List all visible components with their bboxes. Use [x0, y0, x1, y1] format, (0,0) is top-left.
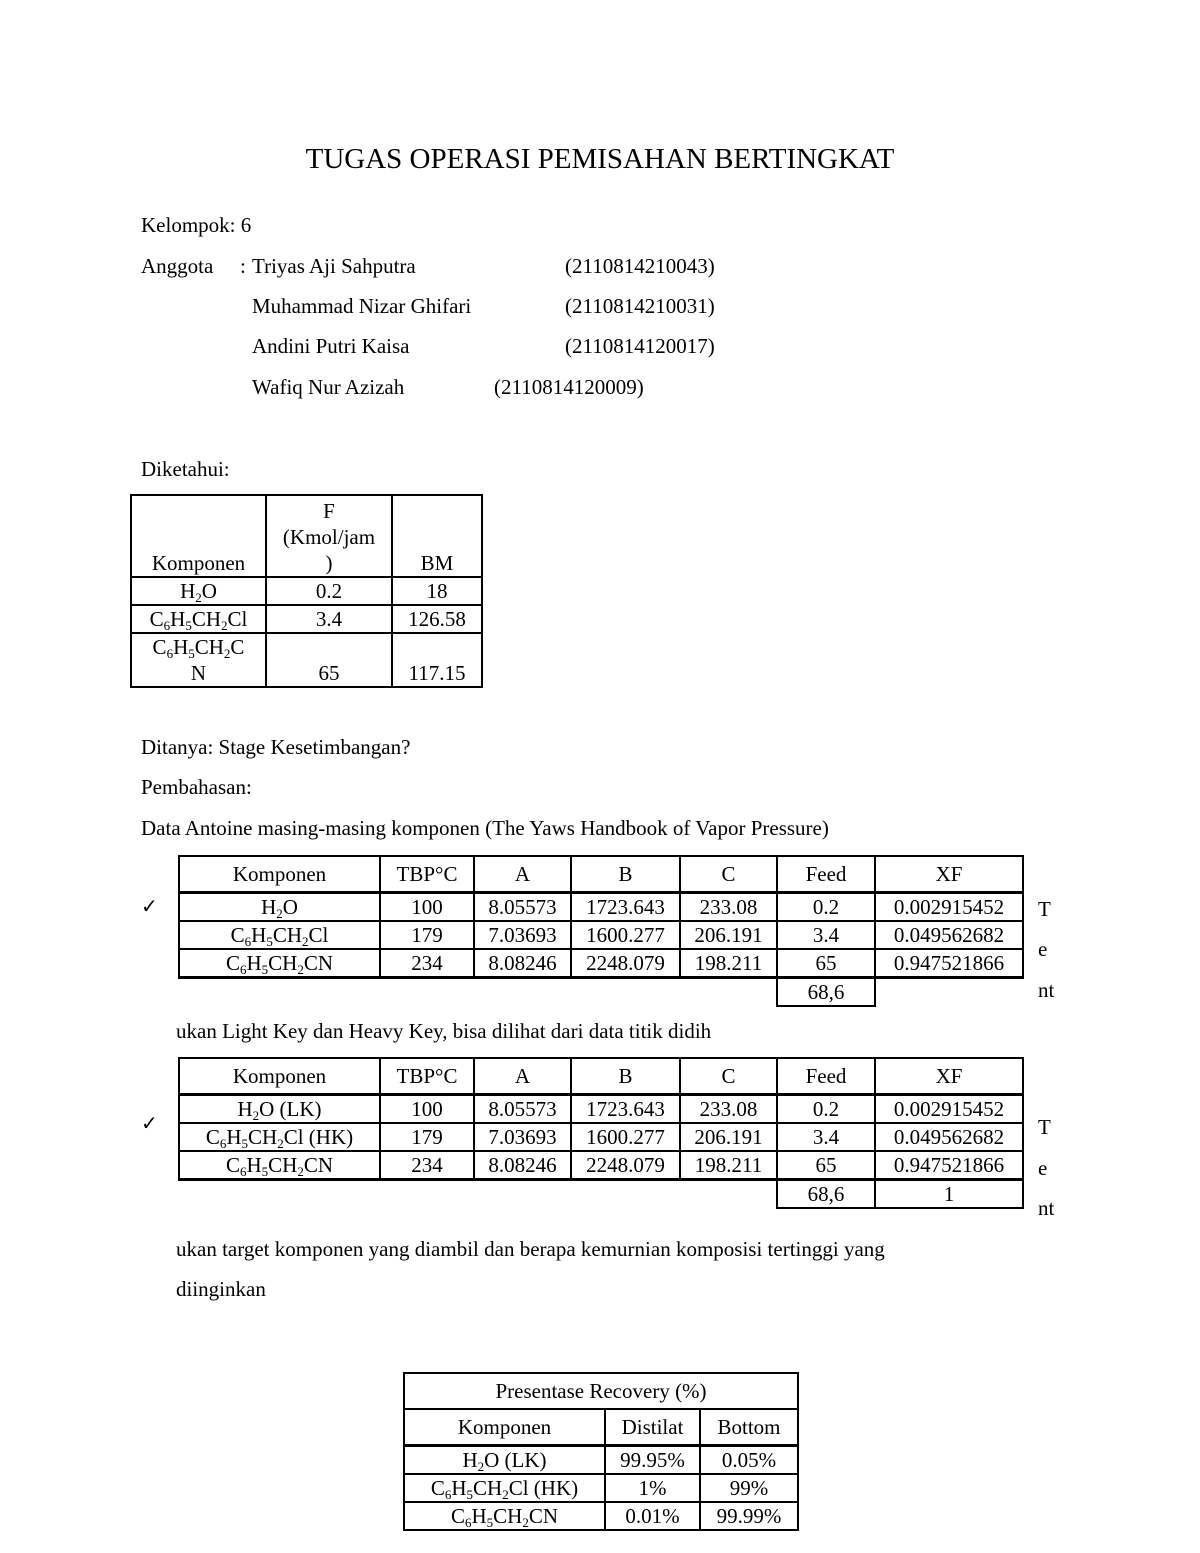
empty-cell [179, 977, 380, 1006]
cell-a: 8.08246 [474, 1151, 571, 1180]
header-bm: BM [392, 495, 482, 577]
recovery-title-row [404, 1373, 798, 1409]
cell-c: 233.08 [680, 1094, 777, 1123]
header-c: C [680, 856, 777, 892]
cell-a: 8.08246 [474, 949, 571, 978]
antoine-caption: Data Antoine masing-masing komponen (The Yaws Handbook of Vapor Pressure) [141, 816, 829, 840]
component-name-line2: N [190, 661, 207, 685]
cell-c: 206.191 [680, 921, 777, 949]
header-xf: XF [875, 1058, 1023, 1094]
member-name: Wafiq Nur Azizah [252, 375, 405, 399]
empty-cell [380, 977, 474, 1006]
cell-bm: 126.58 [392, 605, 482, 633]
component-name: $H_2O$ (LK) [404, 1445, 605, 1474]
component-name-line1: $C_6H_5CH_2C$ [152, 635, 245, 661]
cell-b: 1723.643 [571, 892, 680, 921]
cell-feed: 3.4 [777, 921, 875, 949]
recovery-title: Presentase Recovery (%) [404, 1373, 798, 1409]
header-komponen: Komponen [404, 1409, 605, 1445]
cell-bm: 18 [392, 577, 482, 605]
side-text: T [1038, 897, 1051, 921]
cell-bm: 117.15 [392, 633, 482, 687]
cell-feed: 0.2 [777, 892, 875, 921]
side-text: nt [1038, 978, 1055, 1002]
header-komponen: Komponen [131, 495, 266, 577]
header-b: B [571, 1058, 680, 1094]
component-name [131, 633, 266, 687]
cell-distilat: 99.95% [605, 1445, 700, 1474]
cell-tbp: 100 [380, 1094, 474, 1123]
component-name: $C_6H_5CH_2Cl$ [179, 921, 380, 949]
cell-xf: 0.002915452 [875, 892, 1023, 921]
side-text: e [1038, 1156, 1048, 1180]
cell-bottom: 99% [700, 1474, 798, 1502]
side-text: e [1038, 937, 1048, 961]
members-separator: : [240, 254, 246, 278]
cell-f: 65 [266, 633, 392, 687]
header-f-line2: (Kmol/jam [282, 525, 376, 549]
empty-cell [680, 1179, 777, 1208]
empty-cell [380, 1179, 474, 1208]
cell-xf: 0.947521866 [875, 949, 1023, 978]
cell-c: 206.191 [680, 1123, 777, 1151]
table-header-row [404, 1409, 798, 1445]
cell-b: 1723.643 [571, 1094, 680, 1123]
cell-bottom: 0.05% [700, 1445, 798, 1474]
cell-tbp: 234 [380, 1151, 474, 1180]
table-row [131, 605, 482, 633]
empty-cell [571, 977, 680, 1006]
cell-tbp: 179 [380, 1123, 474, 1151]
header-distilat: Distilat [605, 1409, 700, 1445]
cell-xf: 0.049562682 [875, 1123, 1023, 1151]
antoine-table-2 [178, 1057, 1024, 1209]
cell-bottom: 99.99% [700, 1502, 798, 1530]
table-row [179, 921, 1023, 949]
empty-cell [179, 1179, 380, 1208]
cell-tbp: 179 [380, 921, 474, 949]
side-text: nt [1038, 1196, 1055, 1220]
header-a: A [474, 1058, 571, 1094]
cell-c: 198.211 [680, 1151, 777, 1180]
cell-a: 8.05573 [474, 892, 571, 921]
check-mark-icon: ✓ [141, 1111, 158, 1135]
text-line: diinginkan [176, 1277, 266, 1301]
header-b: B [571, 856, 680, 892]
header-f-line3: ) [325, 551, 333, 575]
header-f [266, 495, 392, 577]
component-name: $H_2O$ [131, 577, 266, 605]
cell-a: 7.03693 [474, 1123, 571, 1151]
cell-c: 198.211 [680, 949, 777, 978]
cell-feed: 0.2 [777, 1094, 875, 1123]
header-bottom: Bottom [700, 1409, 798, 1445]
empty-cell [571, 1179, 680, 1208]
component-name: $C_6H_5CH_2Cl$ [131, 605, 266, 633]
empty-cell [680, 977, 777, 1006]
table-header-row [179, 1058, 1023, 1094]
empty-cell [474, 1179, 571, 1208]
table-row [179, 1151, 1023, 1180]
cell-tbp: 234 [380, 949, 474, 978]
discussion-label: Pembahasan: [141, 775, 252, 799]
member-nim: (2110814120017) [565, 334, 715, 358]
cell-xf: 0.947521866 [875, 1151, 1023, 1180]
cell-f: 0.2 [266, 577, 392, 605]
table-row [179, 1123, 1023, 1151]
asked-line: Ditanya: Stage Kesetimbangan? [141, 735, 411, 759]
table-row [131, 633, 482, 687]
component-name: $C_6H_5CH_2Cl$ (HK) [404, 1474, 605, 1502]
cell-a: 7.03693 [474, 921, 571, 949]
cell-c: 233.08 [680, 892, 777, 921]
member-nim: (2110814210043) [565, 254, 715, 278]
text-line: ukan Light Key dan Heavy Key, bisa dilihat dari data titik didih [176, 1019, 712, 1043]
component-name: $H_2O$ [179, 892, 380, 921]
cell-distilat: 0.01% [605, 1502, 700, 1530]
member-name: Triyas Aji Sahputra [252, 254, 416, 278]
table-row [179, 892, 1023, 921]
cell-xf: 0.002915452 [875, 1094, 1023, 1123]
header-a: A [474, 856, 571, 892]
known-table [130, 494, 483, 688]
table-total-row [179, 977, 1023, 1006]
table-row [404, 1445, 798, 1474]
header-komponen: Komponen [179, 1058, 380, 1094]
component-name: $C_6H_5CH_2CN$ [179, 1151, 380, 1180]
header-feed: Feed [777, 1058, 875, 1094]
document-title: TUGAS OPERASI PEMISAHAN BERTINGKAT [305, 143, 895, 175]
cell-b: 1600.277 [571, 921, 680, 949]
table-row [404, 1502, 798, 1530]
cell-total-xf: 1 [875, 1179, 1023, 1208]
table-header-row [179, 856, 1023, 892]
side-text: T [1038, 1115, 1051, 1139]
group-line: Kelompok: 6 [141, 213, 252, 237]
component-name: $H_2O$ (LK) [179, 1094, 380, 1123]
member-name: Muhammad Nizar Ghifari [252, 294, 472, 318]
known-table-header [131, 495, 482, 577]
recovery-table [403, 1372, 799, 1531]
component-name: $C_6H_5CH_2Cl$ (HK) [179, 1123, 380, 1151]
member-name: Andini Putri Kaisa [252, 334, 410, 358]
header-xf: XF [875, 856, 1023, 892]
table-row [179, 949, 1023, 978]
header-tbp: TBP°C [380, 1058, 474, 1094]
member-nim: (2110814210031) [565, 294, 715, 318]
table-row [131, 577, 482, 605]
header-komponen: Komponen [179, 856, 380, 892]
cell-b: 2248.079 [571, 1151, 680, 1180]
header-tbp: TBP°C [380, 856, 474, 892]
component-name: $C_6H_5CH_2CN$ [179, 949, 380, 978]
check-mark-icon: ✓ [141, 894, 158, 918]
header-f-line1: F [323, 499, 335, 523]
component-name: $C_6H_5CH_2CN$ [404, 1502, 605, 1530]
cell-xf: 0.049562682 [875, 921, 1023, 949]
cell-b: 1600.277 [571, 1123, 680, 1151]
header-c: C [680, 1058, 777, 1094]
empty-cell [875, 977, 1023, 1006]
cell-distilat: 1% [605, 1474, 700, 1502]
member-nim: (2110814120009) [494, 375, 644, 399]
cell-feed: 65 [777, 1151, 875, 1180]
table-row [179, 1094, 1023, 1123]
table-total-row [179, 1179, 1023, 1208]
cell-a: 8.05573 [474, 1094, 571, 1123]
cell-total-feed: 68,6 [777, 977, 875, 1006]
cell-tbp: 100 [380, 892, 474, 921]
cell-total-feed: 68,6 [777, 1179, 875, 1208]
cell-b: 2248.079 [571, 949, 680, 978]
table-row [404, 1474, 798, 1502]
members-label: Anggota [141, 254, 214, 278]
cell-feed: 3.4 [777, 1123, 875, 1151]
text-line: ukan target komponen yang diambil dan berapa kemurnian komposisi tertinggi yang [176, 1237, 885, 1261]
header-feed: Feed [777, 856, 875, 892]
empty-cell [474, 977, 571, 1006]
cell-feed: 65 [777, 949, 875, 978]
known-label: Diketahui: [141, 457, 230, 481]
antoine-table-1 [178, 855, 1024, 1007]
cell-f: 3.4 [266, 605, 392, 633]
